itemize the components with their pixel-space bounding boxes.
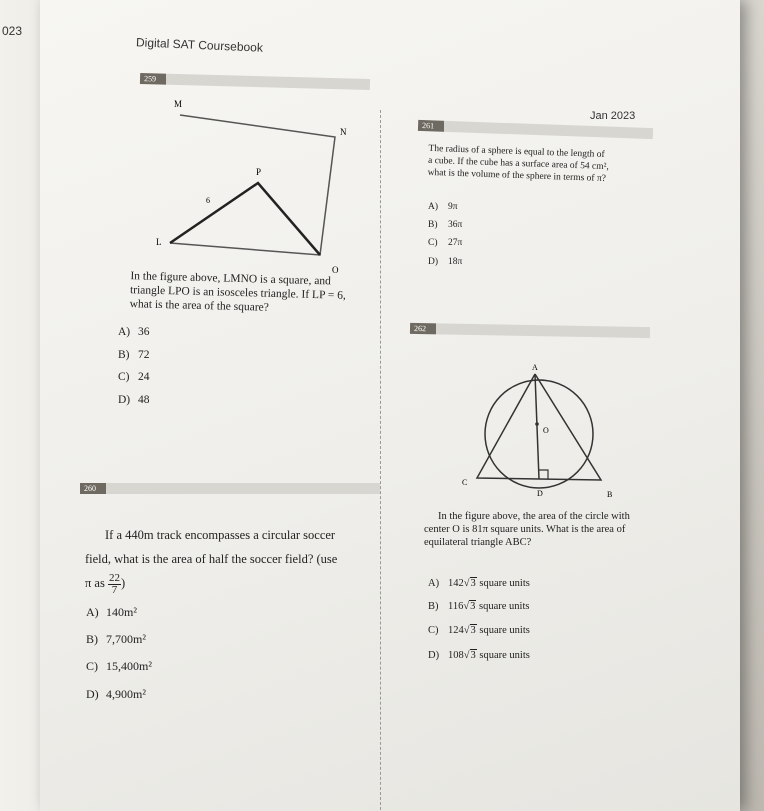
option-value: 7,700m² [106,632,146,646]
option-c[interactable]: C) 124√3 square units [428,625,530,636]
option-d[interactable]: D) 18π [428,257,463,267]
option-b[interactable]: B) 116√3 square units [428,601,530,612]
option-value: 36π [448,220,463,230]
option-b[interactable]: B) 7,700m² [86,632,146,646]
option-value: 18π [448,257,463,267]
question-line: what is the area of the square? [129,298,269,314]
center-point [535,422,539,426]
question-text-262 [424,510,630,549]
vertex-label-a: A [532,363,538,372]
question-number: 259 [143,74,157,84]
right-angle-mark [539,470,548,479]
option-value: 15,400m² [106,659,152,673]
vertex-label-m: M [174,99,183,109]
question-text-260 [85,523,337,596]
question-line: The radius of a sphere is equal to the length of [428,143,605,160]
question-number: 260 [84,484,96,493]
question-line: triangle LPO is an isosceles triangle. If LP = 6, [129,284,347,302]
option-value: 27π [448,238,463,248]
option-d[interactable]: D) 48 [118,394,150,406]
square-outline [170,115,335,255]
question-line: center O is 81π square units. What is the area of [424,524,626,535]
altitude-ad [535,374,539,479]
square-figure [140,95,375,280]
question-header-260 [80,483,380,494]
question-line: a cube. If the cube has a surface area of 54 cm², [427,155,610,173]
course-title: Digital SAT Coursebook [135,35,264,55]
option-b[interactable]: B) 36π [428,220,463,230]
option-c[interactable]: C) 24 [118,371,150,383]
column-divider [380,110,381,810]
option-value: 72 [138,349,150,361]
vertex-label-b: B [607,490,613,499]
pi-approximation: π as $\frac{22}{7}$ ) [85,571,126,596]
option-a[interactable]: A) 36 [118,326,150,338]
option-value: 9π [448,202,458,212]
question-number: 262 [413,323,427,334]
option-value: 4,900m² [106,687,146,701]
question-line: field, what is the area of half the soccer field? (use [85,552,338,566]
question-line: what is the volume of the sphere in terms of π? [427,167,607,185]
question-number: 261 [421,121,435,131]
option-d[interactable]: D) 108√3 square units [428,650,530,661]
vertex-label-p: P [256,167,262,177]
question-line: In the figure above, the area of the circle with [438,511,630,522]
question-line: equilateral triangle ABC? [424,537,532,548]
foot-label-d: D [537,489,543,498]
option-a[interactable]: A) 9π [428,202,458,212]
circle-triangle-figure [455,362,635,502]
option-value: 140m² [106,605,137,619]
vertex-label-n: N [340,127,347,137]
question-text-261 [427,143,609,185]
side-length-label: 6 [206,196,210,205]
date-label: Jan 2023 [590,110,636,122]
fraction: $\frac{22}{7}$ [108,571,120,596]
vertex-label-c: C [462,478,468,487]
question-line: In the figure above, LMNO is a square, and [130,270,332,288]
option-c[interactable]: C) 27π [428,238,463,248]
question-line: If a 440m track encompasses a circular soccer [105,528,336,542]
option-a[interactable]: A) 142√3 square units [428,578,530,589]
option-value: 48 [138,394,150,406]
question-text-259 [129,269,346,317]
center-label-o: O [543,426,549,435]
option-a[interactable]: A) 140m² [86,605,137,619]
option-b[interactable]: B) 72 [118,349,150,361]
vertex-label-o: O [332,265,339,275]
option-d[interactable]: D) 4,900m² [86,687,146,701]
option-value: 36 [138,326,150,338]
option-value: 24 [138,371,150,383]
vertex-label-l: L [156,237,162,247]
option-c[interactable]: C) 15,400m² [86,659,152,673]
edge-page-number: 023 [2,24,23,38]
